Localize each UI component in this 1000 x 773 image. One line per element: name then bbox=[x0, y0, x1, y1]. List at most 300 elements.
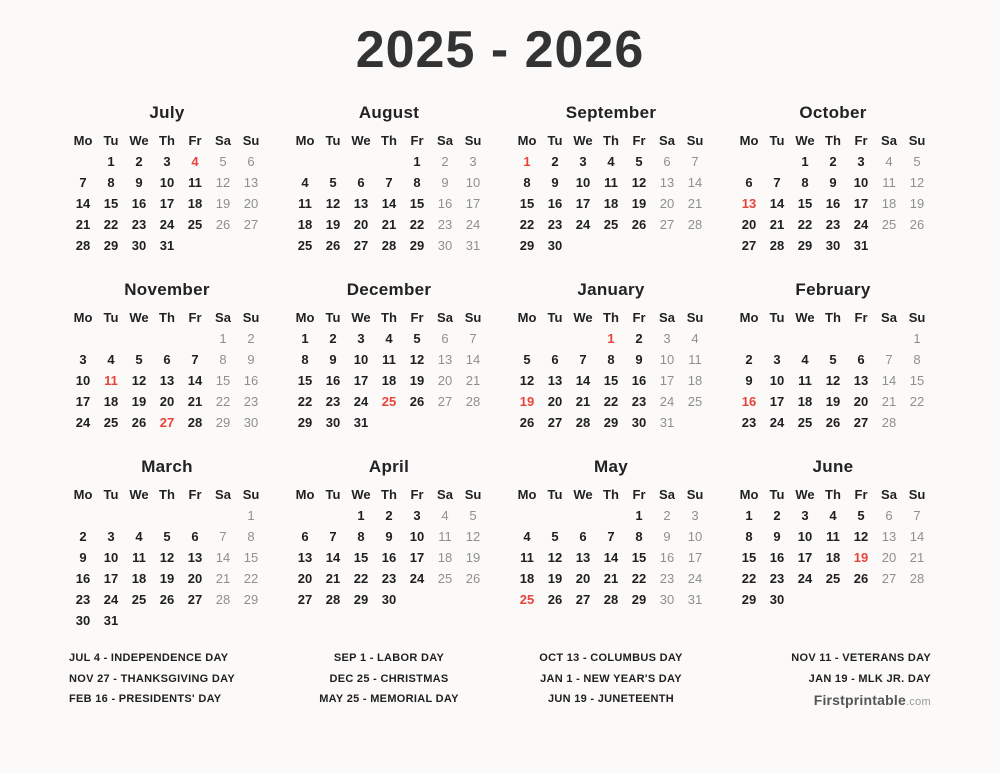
day-cell: 27 bbox=[353, 238, 369, 253]
day-cell: 17 bbox=[353, 373, 369, 388]
empty-cell bbox=[291, 505, 319, 526]
day-cell: 14 bbox=[909, 529, 925, 544]
empty-cell bbox=[375, 412, 403, 433]
day-cell: 23 bbox=[131, 217, 147, 232]
empty-cell bbox=[791, 589, 819, 610]
month-day-grid bbox=[735, 130, 931, 256]
day-cell: 17 bbox=[75, 394, 91, 409]
weekday-header: Th bbox=[159, 133, 175, 148]
day-cell: 9 bbox=[551, 175, 559, 190]
day-cell: 8 bbox=[357, 529, 365, 544]
holiday-legend-item: JAN 19 - MLK JR. DAY bbox=[808, 672, 931, 685]
day-cell: 2 bbox=[773, 508, 781, 523]
day-cell: 6 bbox=[441, 331, 449, 346]
day-cell: 13 bbox=[741, 196, 757, 211]
weekday-header: Fr bbox=[188, 487, 202, 502]
day-cell: 18 bbox=[187, 196, 203, 211]
weekday-header: Fr bbox=[854, 310, 868, 325]
day-cell: 6 bbox=[885, 508, 893, 523]
day-cell: 30 bbox=[131, 238, 147, 253]
weekday-header: Tu bbox=[325, 487, 341, 502]
day-cell: 19 bbox=[465, 550, 481, 565]
day-cell: 20 bbox=[659, 196, 675, 211]
day-cell: 7 bbox=[469, 331, 477, 346]
day-cell: 20 bbox=[547, 394, 563, 409]
empty-cell bbox=[153, 505, 181, 526]
day-cell: 13 bbox=[297, 550, 313, 565]
empty-cell bbox=[875, 235, 903, 256]
day-cell: 15 bbox=[797, 196, 813, 211]
month-march bbox=[69, 454, 265, 631]
weekday-header: Sa bbox=[881, 310, 897, 325]
day-cell: 24 bbox=[75, 415, 91, 430]
day-cell: 4 bbox=[523, 529, 531, 544]
day-cell: 20 bbox=[353, 217, 369, 232]
day-cell: 10 bbox=[769, 373, 785, 388]
day-cell: 7 bbox=[329, 529, 337, 544]
day-cell: 28 bbox=[909, 571, 925, 586]
day-cell: 5 bbox=[635, 154, 643, 169]
month-title: December bbox=[346, 280, 432, 299]
day-cell: 18 bbox=[437, 550, 453, 565]
weekday-header: Mo bbox=[295, 310, 315, 325]
day-cell: 8 bbox=[745, 529, 753, 544]
empty-cell bbox=[237, 235, 265, 256]
day-cell: 18 bbox=[603, 196, 619, 211]
day-cell: 22 bbox=[741, 571, 757, 586]
empty-cell bbox=[97, 505, 125, 526]
month-title: April bbox=[368, 457, 410, 476]
day-cell: 9 bbox=[247, 352, 255, 367]
weekday-header: Sa bbox=[215, 310, 231, 325]
day-cell: 13 bbox=[353, 196, 369, 211]
day-cell: 17 bbox=[465, 196, 481, 211]
day-cell: 11 bbox=[382, 352, 396, 367]
empty-cell bbox=[181, 328, 209, 349]
weekday-header: Th bbox=[825, 133, 841, 148]
day-cell: 30 bbox=[825, 238, 841, 253]
day-cell: 1 bbox=[635, 508, 643, 523]
day-cell: 5 bbox=[551, 529, 559, 544]
day-cell: 16 bbox=[741, 394, 757, 409]
day-cell: 5 bbox=[163, 529, 171, 544]
day-cell: 19 bbox=[131, 394, 147, 409]
day-cell: 4 bbox=[191, 154, 199, 169]
day-cell: 8 bbox=[107, 175, 115, 190]
day-cell: 24 bbox=[353, 394, 369, 409]
weekday-header: Fr bbox=[632, 310, 646, 325]
day-cell: 22 bbox=[519, 217, 535, 232]
day-cell: 3 bbox=[413, 508, 421, 523]
day-cell: 18 bbox=[687, 373, 703, 388]
day-cell: 5 bbox=[413, 331, 421, 346]
day-cell: 1 bbox=[913, 331, 921, 346]
day-cell: 6 bbox=[301, 529, 309, 544]
day-cell: 17 bbox=[409, 550, 425, 565]
day-cell: 23 bbox=[437, 217, 453, 232]
month-december bbox=[291, 277, 487, 454]
day-cell: 31 bbox=[465, 238, 481, 253]
day-cell: 31 bbox=[159, 238, 175, 253]
day-cell: 27 bbox=[659, 217, 675, 232]
day-cell: 31 bbox=[853, 238, 869, 253]
month-april bbox=[291, 454, 487, 631]
weekday-header: Mo bbox=[73, 310, 93, 325]
day-cell: 16 bbox=[243, 373, 259, 388]
page-title: 2025 - 2026 bbox=[355, 21, 645, 79]
empty-cell bbox=[69, 328, 97, 349]
day-cell: 30 bbox=[547, 238, 563, 253]
day-cell: 31 bbox=[103, 613, 119, 628]
day-cell: 2 bbox=[551, 154, 559, 169]
day-cell: 25 bbox=[103, 415, 119, 430]
month-september bbox=[513, 100, 709, 277]
day-cell: 8 bbox=[301, 352, 309, 367]
weekday-header: Th bbox=[603, 310, 619, 325]
weekday-header: Su bbox=[686, 487, 704, 502]
day-cell: 29 bbox=[409, 238, 425, 253]
empty-cell bbox=[375, 151, 403, 172]
day-cell: 28 bbox=[687, 217, 703, 232]
day-cell: 25 bbox=[797, 415, 813, 430]
empty-cell bbox=[653, 235, 681, 256]
weekday-header: Tu bbox=[325, 310, 341, 325]
day-cell: 16 bbox=[75, 571, 91, 586]
empty-cell bbox=[209, 505, 237, 526]
day-cell: 8 bbox=[247, 529, 255, 544]
day-cell: 23 bbox=[769, 571, 785, 586]
weekday-header: We bbox=[129, 487, 149, 502]
day-cell: 14 bbox=[325, 550, 341, 565]
weekday-header: Su bbox=[686, 133, 704, 148]
day-cell: 22 bbox=[797, 217, 813, 232]
day-cell: 15 bbox=[297, 373, 313, 388]
day-cell: 4 bbox=[829, 508, 837, 523]
legend-column bbox=[291, 648, 487, 710]
day-cell: 25 bbox=[381, 394, 397, 409]
day-cell: 18 bbox=[881, 196, 897, 211]
day-cell: 31 bbox=[659, 415, 675, 430]
weekday-header: Tu bbox=[103, 133, 119, 148]
day-cell: 26 bbox=[325, 238, 341, 253]
month-title: January bbox=[577, 280, 645, 299]
weekday-header: Sa bbox=[437, 487, 453, 502]
day-cell: 3 bbox=[163, 154, 171, 169]
day-cell: 28 bbox=[187, 415, 203, 430]
day-cell: 6 bbox=[857, 352, 865, 367]
day-cell: 12 bbox=[853, 529, 869, 544]
day-cell: 2 bbox=[745, 352, 753, 367]
day-cell: 14 bbox=[381, 196, 397, 211]
day-cell: 3 bbox=[107, 529, 115, 544]
day-cell: 9 bbox=[829, 175, 837, 190]
empty-cell bbox=[69, 505, 97, 526]
day-cell: 27 bbox=[853, 415, 869, 430]
legend-column bbox=[513, 648, 709, 710]
weekday-header: Sa bbox=[215, 133, 231, 148]
month-day-grid bbox=[513, 130, 709, 256]
day-cell: 16 bbox=[769, 550, 785, 565]
day-cell: 26 bbox=[409, 394, 425, 409]
day-cell: 1 bbox=[301, 331, 309, 346]
day-cell: 5 bbox=[135, 352, 143, 367]
day-cell: 13 bbox=[659, 175, 675, 190]
day-cell: 25 bbox=[825, 571, 841, 586]
month-june bbox=[735, 454, 931, 631]
weekday-header: Su bbox=[464, 487, 482, 502]
month-day-grid bbox=[735, 307, 931, 433]
day-cell: 21 bbox=[187, 394, 203, 409]
day-cell: 29 bbox=[631, 592, 647, 607]
day-cell: 25 bbox=[603, 217, 619, 232]
day-cell: 31 bbox=[687, 592, 703, 607]
weekday-header: Sa bbox=[881, 133, 897, 148]
day-cell: 14 bbox=[575, 373, 591, 388]
day-cell: 13 bbox=[437, 352, 453, 367]
day-cell: 11 bbox=[826, 529, 840, 544]
weekday-header: We bbox=[573, 310, 593, 325]
day-cell: 5 bbox=[469, 508, 477, 523]
day-cell: 13 bbox=[547, 373, 563, 388]
empty-cell bbox=[903, 235, 931, 256]
empty-cell bbox=[347, 151, 375, 172]
empty-cell bbox=[875, 328, 903, 349]
day-cell: 18 bbox=[519, 571, 535, 586]
empty-cell bbox=[125, 505, 153, 526]
weekday-header: We bbox=[573, 487, 593, 502]
day-cell: 11 bbox=[132, 550, 146, 565]
month-day-grid bbox=[69, 307, 265, 433]
day-cell: 29 bbox=[297, 415, 313, 430]
day-cell: 3 bbox=[773, 352, 781, 367]
day-cell: 12 bbox=[159, 550, 175, 565]
day-cell: 14 bbox=[603, 550, 619, 565]
weekday-header: Th bbox=[825, 310, 841, 325]
day-cell: 6 bbox=[663, 154, 671, 169]
day-cell: 24 bbox=[409, 571, 425, 586]
weekday-header: Sa bbox=[215, 487, 231, 502]
day-cell: 21 bbox=[75, 217, 91, 232]
day-cell: 10 bbox=[687, 529, 703, 544]
day-cell: 13 bbox=[159, 373, 175, 388]
empty-cell bbox=[903, 412, 931, 433]
empty-cell bbox=[431, 412, 459, 433]
day-cell: 27 bbox=[741, 238, 757, 253]
day-cell: 25 bbox=[437, 571, 453, 586]
weekday-header: Mo bbox=[739, 133, 759, 148]
empty-cell bbox=[403, 589, 431, 610]
empty-cell bbox=[181, 505, 209, 526]
weekday-header: We bbox=[351, 487, 371, 502]
day-cell: 16 bbox=[325, 373, 341, 388]
empty-cell bbox=[181, 610, 209, 631]
weekday-header: Sa bbox=[659, 487, 675, 502]
day-cell: 21 bbox=[215, 571, 231, 586]
day-cell: 11 bbox=[298, 196, 312, 211]
day-cell: 18 bbox=[103, 394, 119, 409]
day-cell: 6 bbox=[163, 352, 171, 367]
day-cell: 10 bbox=[853, 175, 869, 190]
empty-cell bbox=[319, 505, 347, 526]
day-cell: 26 bbox=[519, 415, 535, 430]
empty-cell bbox=[681, 235, 709, 256]
weekday-header: Mo bbox=[73, 487, 93, 502]
empty-cell bbox=[735, 328, 763, 349]
day-cell: 4 bbox=[301, 175, 309, 190]
day-cell: 29 bbox=[519, 238, 535, 253]
day-cell: 11 bbox=[438, 529, 452, 544]
month-title: June bbox=[812, 457, 854, 476]
day-cell: 21 bbox=[909, 550, 925, 565]
day-cell: 17 bbox=[687, 550, 703, 565]
weekday-header: Sa bbox=[881, 487, 897, 502]
day-cell: 4 bbox=[885, 154, 893, 169]
day-cell: 4 bbox=[441, 508, 449, 523]
day-cell: 22 bbox=[243, 571, 259, 586]
day-cell: 3 bbox=[357, 331, 365, 346]
day-cell: 24 bbox=[159, 217, 175, 232]
day-cell: 7 bbox=[79, 175, 87, 190]
day-cell: 26 bbox=[215, 217, 231, 232]
day-cell: 27 bbox=[881, 571, 897, 586]
day-cell: 22 bbox=[409, 217, 425, 232]
holiday-legend-item: NOV 11 - VETERANS DAY bbox=[791, 652, 931, 664]
day-cell: 26 bbox=[631, 217, 647, 232]
day-cell: 22 bbox=[909, 394, 925, 409]
day-cell: 29 bbox=[103, 238, 119, 253]
day-cell: 21 bbox=[769, 217, 785, 232]
day-cell: 20 bbox=[437, 373, 453, 388]
weekday-header: Sa bbox=[437, 133, 453, 148]
day-cell: 10 bbox=[159, 175, 175, 190]
day-cell: 10 bbox=[409, 529, 425, 544]
day-cell: 27 bbox=[159, 415, 175, 430]
weekday-header: Mo bbox=[739, 310, 759, 325]
day-cell: 23 bbox=[631, 394, 647, 409]
day-cell: 15 bbox=[353, 550, 369, 565]
day-cell: 11 bbox=[882, 175, 896, 190]
weekday-header: Su bbox=[908, 310, 926, 325]
day-cell: 22 bbox=[631, 571, 647, 586]
weekday-header: Th bbox=[603, 133, 619, 148]
weekday-header: Fr bbox=[854, 487, 868, 502]
day-cell: 21 bbox=[881, 394, 897, 409]
empty-cell bbox=[763, 151, 791, 172]
weekday-header: We bbox=[795, 310, 815, 325]
weekday-header: We bbox=[351, 133, 371, 148]
day-cell: 17 bbox=[159, 196, 175, 211]
brand-logo bbox=[735, 692, 931, 708]
empty-cell bbox=[541, 505, 569, 526]
month-title: July bbox=[149, 103, 185, 122]
day-cell: 15 bbox=[631, 550, 647, 565]
day-cell: 20 bbox=[741, 217, 757, 232]
weekday-header: Fr bbox=[854, 133, 868, 148]
day-cell: 3 bbox=[79, 352, 87, 367]
day-cell: 7 bbox=[385, 175, 393, 190]
day-cell: 1 bbox=[523, 154, 531, 169]
day-cell: 5 bbox=[329, 175, 337, 190]
day-cell: 13 bbox=[187, 550, 203, 565]
day-cell: 2 bbox=[79, 529, 87, 544]
day-cell: 18 bbox=[381, 373, 397, 388]
day-cell: 7 bbox=[607, 529, 615, 544]
day-cell: 3 bbox=[469, 154, 477, 169]
day-cell: 14 bbox=[881, 373, 897, 388]
day-cell: 12 bbox=[409, 352, 425, 367]
day-cell: 30 bbox=[631, 415, 647, 430]
day-cell: 12 bbox=[547, 550, 563, 565]
weekday-header: Tu bbox=[547, 487, 563, 502]
empty-cell bbox=[153, 328, 181, 349]
month-october bbox=[735, 100, 931, 277]
day-cell: 23 bbox=[741, 415, 757, 430]
weekday-header: We bbox=[795, 487, 815, 502]
day-cell: 26 bbox=[547, 592, 563, 607]
empty-cell bbox=[153, 610, 181, 631]
day-cell: 6 bbox=[551, 352, 559, 367]
day-cell: 22 bbox=[353, 571, 369, 586]
day-cell: 20 bbox=[159, 394, 175, 409]
day-cell: 5 bbox=[857, 508, 865, 523]
empty-cell bbox=[403, 412, 431, 433]
empty-cell bbox=[237, 610, 265, 631]
holiday-legend-item: JUL 4 - INDEPENDENCE DAY bbox=[69, 652, 229, 664]
weekday-header: Mo bbox=[295, 133, 315, 148]
brand-suffix: .com bbox=[905, 696, 931, 708]
empty-cell bbox=[291, 151, 319, 172]
day-cell: 30 bbox=[75, 613, 91, 628]
day-cell: 27 bbox=[547, 415, 563, 430]
day-cell: 23 bbox=[381, 571, 397, 586]
empty-cell bbox=[569, 505, 597, 526]
empty-cell bbox=[125, 328, 153, 349]
day-cell: 4 bbox=[107, 352, 115, 367]
day-cell: 12 bbox=[909, 175, 925, 190]
day-cell: 28 bbox=[881, 415, 897, 430]
day-cell: 16 bbox=[825, 196, 841, 211]
day-cell: 20 bbox=[297, 571, 313, 586]
day-cell: 29 bbox=[243, 592, 259, 607]
day-cell: 30 bbox=[769, 592, 785, 607]
day-cell: 24 bbox=[853, 217, 869, 232]
day-cell: 24 bbox=[575, 217, 591, 232]
weekday-header: Th bbox=[381, 133, 397, 148]
empty-cell bbox=[319, 151, 347, 172]
empty-cell bbox=[735, 151, 763, 172]
day-cell: 10 bbox=[103, 550, 119, 565]
day-cell: 9 bbox=[745, 373, 753, 388]
day-cell: 2 bbox=[441, 154, 449, 169]
day-cell: 16 bbox=[131, 196, 147, 211]
day-cell: 17 bbox=[853, 196, 869, 211]
day-cell: 3 bbox=[801, 508, 809, 523]
day-cell: 1 bbox=[745, 508, 753, 523]
weekday-header: Tu bbox=[769, 310, 785, 325]
day-cell: 22 bbox=[215, 394, 231, 409]
weekday-header: Mo bbox=[295, 487, 315, 502]
day-cell: 25 bbox=[297, 238, 313, 253]
day-cell: 29 bbox=[215, 415, 231, 430]
month-july bbox=[69, 100, 265, 277]
day-cell: 19 bbox=[519, 394, 535, 409]
month-day-grid bbox=[291, 130, 487, 256]
day-cell: 5 bbox=[913, 154, 921, 169]
month-title: May bbox=[594, 457, 628, 476]
weekday-header: Tu bbox=[103, 487, 119, 502]
day-cell: 29 bbox=[741, 592, 757, 607]
day-cell: 7 bbox=[219, 529, 227, 544]
